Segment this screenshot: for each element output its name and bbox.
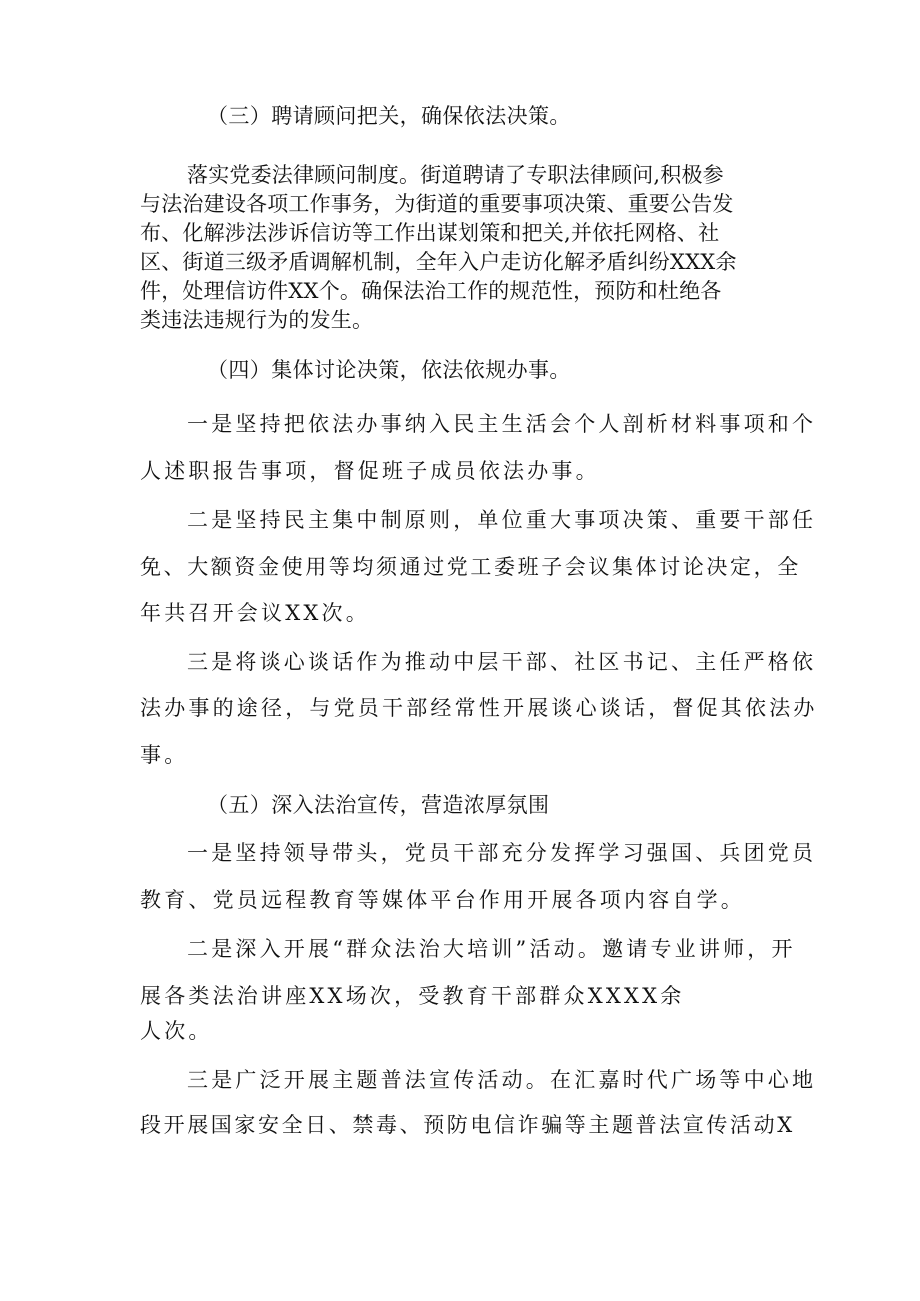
paragraph-line: 三是广泛开展主题普法宣传活动。在汇嘉时代广场等中心地: [187, 1068, 817, 1092]
paragraph-line: 类违法违规行为的发生。: [140, 308, 374, 332]
section-heading-4: （四）集体讨论决策，依法依规办事。: [207, 358, 571, 382]
paragraph-line: 区、街道三级矛盾调解机制，全年入户走访化解矛盾纠纷XXX余: [140, 250, 737, 274]
paragraph-line: 二是深入开展“群众法治大培训”活动。邀请专业讲师，开: [187, 937, 796, 961]
paragraph-line: 布、化解涉法涉诉信访等工作出谋划策和把关,并依托网格、社: [140, 221, 720, 245]
paragraph-line: 段开展国家安全日、禁毒、预防电信诈骗等主题普法宣传活动X: [140, 1113, 795, 1137]
paragraph-line: 法办事的途径，与党员干部经常性开展谈心谈话，督促其依法办: [140, 696, 818, 720]
paragraph-line: 件，处理信访件XX个。确保法治工作的规范性，预防和杜绝各: [140, 279, 722, 303]
paragraph-line: 与法治建设各项工作事务，为街道的重要事项决策、重要公告发: [140, 192, 734, 216]
paragraph-line: 事。: [140, 743, 189, 767]
paragraph-line: 免、大额资金使用等均须通过党工委班子会议集体讨论决定，全: [140, 555, 801, 579]
paragraph-line: 二是坚持民主集中制原则，单位重大事项决策、重要干部任: [187, 508, 817, 532]
paragraph-line: 人次。: [140, 1019, 213, 1043]
paragraph-line: 展各类法治讲座XX场次，受教育干部群众XXXX余: [140, 984, 685, 1008]
paragraph-line: 一是坚持领导带头，党员干部充分发挥学习强国、兵团党员: [187, 841, 817, 865]
section-heading-5: （五）深入法治宣传，营造浓厚氛围: [207, 793, 550, 817]
paragraph-line: 一是坚持把依法办事纳入民主生活会个人剖析材料事项和个: [187, 412, 817, 436]
paragraph-line: 三是将谈心谈话作为推动中层干部、社区书记、主任严格依: [187, 650, 817, 674]
paragraph-line: 年共召开会议XX次。: [140, 601, 370, 625]
section-heading-3: （三）聘请顾问把关，确保依法决策。: [207, 104, 571, 128]
paragraph-line: 落实党委法律顾问制度。街道聘请了专职法律顾问,积极参: [187, 163, 724, 187]
paragraph-line: 人述职报告事项，督促班子成员依法办事。: [140, 459, 600, 483]
paragraph-line: 教育、党员远程教育等媒体平台作用开展各项内容自学。: [140, 888, 745, 912]
